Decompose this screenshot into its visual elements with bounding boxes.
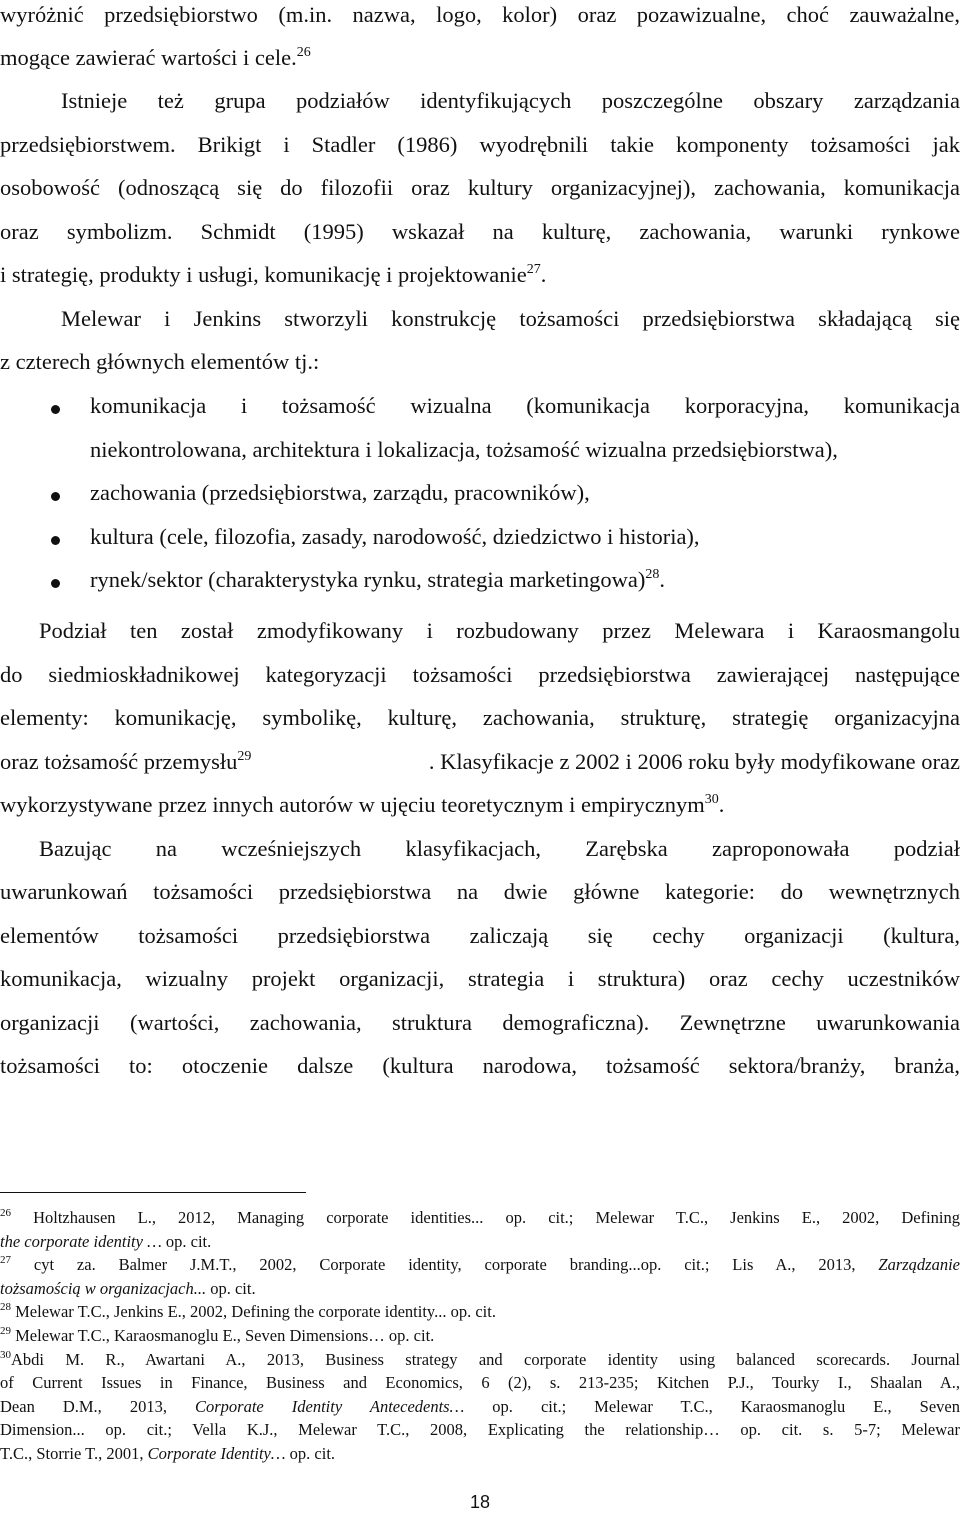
footnote-27-cont: tożsamością w organizacjach... op. cit.	[0, 1279, 256, 1298]
footnote-ref[interactable]: 28	[645, 567, 660, 582]
footnote-27: $^{27}$ cyt za. Balmer J.M.T., 2002, Corporate identity, corporate branding...op. cit.; Lis A., 2013, Zarządzanie	[0, 1254, 960, 1274]
text-line: oraz tożsamość przemysłu$^{29}$ . Klasyfikacje z 2002 i 2006 roku były modyfikowane oraz	[0, 749, 960, 774]
text-line: wyróżnić przedsiębiorstwo (m.in. nazwa, logo, kolor) oraz pozawizualne, choć zauważalne,	[0, 2, 960, 27]
bullet-icon	[51, 405, 60, 414]
list-item: rynek/sektor (charakterystyka rynku, strategia marketingowa)$^{28}$.	[90, 567, 666, 592]
text-line: Istnieje też grupa podziałów identyfikujących poszczególne obszary zarządzania	[61, 88, 960, 113]
page-number: 18	[469, 1492, 491, 1512]
bullet-icon	[51, 492, 60, 501]
bullet-icon	[51, 579, 60, 588]
text-line: Podział ten został zmodyfikowany i rozbudowany przez Melewara i Karaosmangolu	[39, 618, 960, 643]
text-line: z czterech głównych elementów tj.:	[0, 349, 320, 374]
footnote-30-cont: Dean D.M., 2013, Corporate Identity Antecedents… op. cit.; Melewar T.C., Karaosmanoglu E., Seven	[0, 1397, 960, 1416]
text-line: osobowość (odnoszącą się do filozofii oraz kultury organizacyjnej), zachowania, komunikacja	[0, 175, 960, 200]
footnote-ref[interactable]: 29	[237, 749, 252, 764]
list-item: zachowania (przedsiębiorstwa, zarządu, pracowników),	[90, 480, 590, 505]
footnote-separator	[0, 1192, 306, 1193]
text-line: elementów tożsamości przedsiębiorstwa zaliczają się cechy organizacji (kultura,	[0, 923, 960, 948]
text-line: organizacji (wartości, zachowania, struktura demograficzna). Zewnętrzne uwarunkowania	[0, 1010, 960, 1035]
text-line: elementy: komunikację, symbolikę, kulturę, zachowania, strukturę, strategię organizacyjna	[0, 705, 960, 730]
footnote-29: $^{29}$ Melewar T.C., Karaosmanoglu E., Seven Dimensions… op. cit.	[0, 1325, 435, 1345]
footnote-ref[interactable]: 26	[296, 45, 311, 60]
text-line: wykorzystywane przez innych autorów w ujęciu teoretycznym i empirycznym$^{30}$.	[0, 792, 725, 817]
footnote-30: $^{30}$Abdi M. R., Awartani A., 2013, Business strategy and corporate identity using balanced scorecards. Journal	[0, 1349, 960, 1369]
footnote-ref[interactable]: 27	[526, 262, 541, 277]
text-line: komunikacja, wizualny projekt organizacji, strategia i struktura) oraz cechy uczestników	[0, 966, 960, 991]
text-line: Melewar i Jenkins stworzyli konstrukcję tożsamości przedsiębiorstwa składającą się	[61, 306, 960, 331]
text-line: przedsiębiorstwem. Brikigt i Stadler (1986) wyodrębnili takie komponenty tożsamości jak	[0, 132, 960, 157]
footnote-ref[interactable]: 30	[704, 792, 719, 807]
footnote-30-cont: of Current Issues in Finance, Business and Economics, 6 (2), s. 213-235; Kitchen P.J., Tourky I., Shaalan A.,	[0, 1373, 960, 1392]
text-line: i strategię, produkty i usługi, komunikację i projektowanie$^{27}$.	[0, 262, 547, 287]
bullet-icon	[51, 536, 60, 545]
text-line: uwarunkowań tożsamości przedsiębiorstwa na dwie główne kategorie: do wewnętrznych	[0, 879, 960, 904]
list-item-continuation: niekontrolowana, architektura i lokalizacja, tożsamość wizualna przedsiębiorstwa),	[90, 437, 838, 462]
footnote-26-cont: the corporate identity … op. cit.	[0, 1232, 212, 1251]
footnote-28: $^{28}$ Melewar T.C., Jenkins E., 2002, Defining the corporate identity... op. cit.	[0, 1301, 496, 1321]
text-line: do siedmioskładnikowej kategoryzacji tożsamości przedsiębiorstwa zawierającej następujące	[0, 662, 960, 687]
footnote-30-cont: Dimension... op. cit.; Vella K.J., Melewar T.C., 2008, Explicating the relationship… op. cit. s. 5-7; Melewar	[0, 1420, 960, 1439]
text-line: Bazując na wcześniejszych klasyfikacjach, Zarębska zaproponowała podział	[39, 836, 960, 861]
text-line: mogące zawierać wartości i cele.$^{26}$	[0, 45, 311, 70]
footnote-30-cont: T.C., Storrie T., 2001, Corporate Identity… op. cit.	[0, 1444, 336, 1463]
footnote-26: $^{26}$ Holtzhausen L., 2012, Managing corporate identities... op. cit.; Melewar T.C., Jenkins E., 2002, Defining	[0, 1207, 960, 1227]
list-item: komunikacja i tożsamość wizualna (komunikacja korporacyjna, komunikacja	[90, 393, 960, 418]
text-line: tożsamości to: otoczenie dalsze (kultura narodowa, tożsamość sektora/branży, branża,	[0, 1053, 960, 1078]
list-item: kultura (cele, filozofia, zasady, narodowość, dziedzictwo i historia),	[90, 524, 700, 549]
text-line: oraz symbolizm. Schmidt (1995) wskazał na kulturę, zachowania, warunki rynkowe	[0, 219, 960, 244]
